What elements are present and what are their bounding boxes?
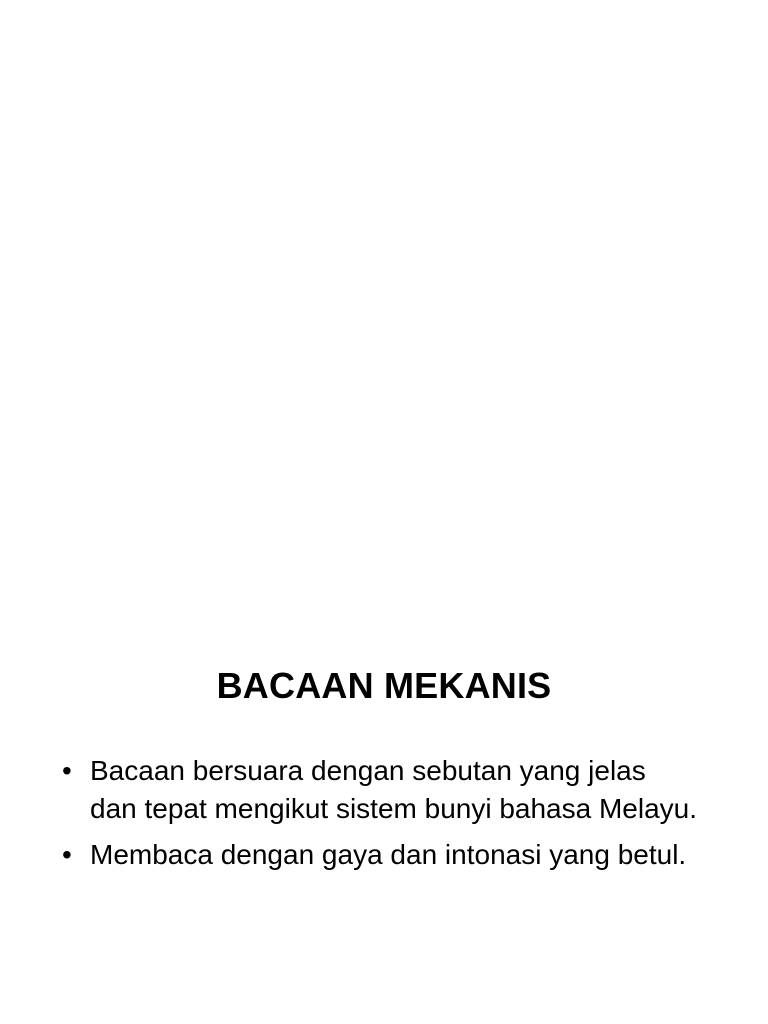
bullet-list [60, 752, 700, 882]
slide-title: BACAAN MEKANIS [216, 665, 552, 706]
bullet-item [60, 836, 700, 874]
bullet-icon: • [62, 839, 72, 870]
bullet-icon: • [62, 755, 72, 786]
bullet-item [60, 752, 700, 828]
bullet-text: Membaca dengan gaya dan intonasi yang betul. [90, 839, 687, 870]
bullet-text: Bacaan bersuara dengan sebutan yang jelas dan tepat mengikut sistem bunyi bahasa Melayu. [90, 755, 698, 824]
